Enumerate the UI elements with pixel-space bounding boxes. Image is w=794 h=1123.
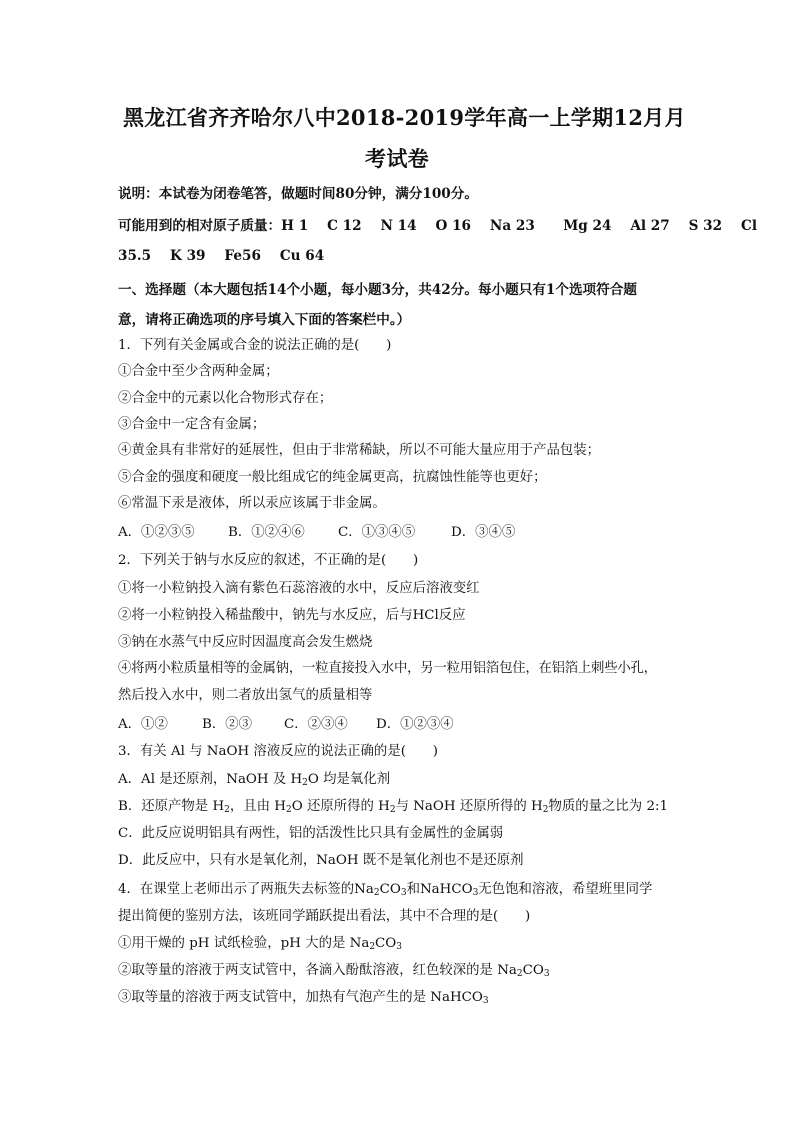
question-2-option-b: B．②③ bbox=[202, 717, 253, 732]
question-2-options bbox=[118, 715, 708, 735]
question-1-option-a: A．①②③⑤ bbox=[118, 525, 195, 540]
question-3-stem: 3．有关 Al 与 NaOH 溶液反应的说法正确的是( ) bbox=[118, 744, 438, 759]
question-2-stem: 2．下列关于钠与水反应的叙述，不正确的是( ) bbox=[118, 553, 419, 568]
question-1-options bbox=[118, 523, 708, 543]
question-3-option-b: B．还原产物是 $H_2$，且由 $H_2O$ 还原所得的 $H_2$与 NaOH 还原所得的 $H_2$物质的量之比为 2:1 bbox=[118, 799, 668, 815]
question-2-option-d: D．①②③④ bbox=[376, 717, 454, 732]
question-1-option-c: C．①③④⑤ bbox=[338, 525, 416, 540]
question-1-stem: 1．下列有关金属或合金的说法正确的是( ) bbox=[118, 338, 392, 353]
section-heading-line-2: 意，请将正确选项的序号填入下面的答案栏中。） bbox=[118, 312, 411, 328]
question-2-item-3: ③钠在水蒸气中反应时因温度高会发生燃烧 bbox=[118, 635, 373, 650]
exam-instructions: 说明：本试卷为闭卷笔答，做题时间80分钟，满分100分。 bbox=[118, 186, 478, 202]
question-2-option-c: C．②③④ bbox=[284, 717, 348, 732]
question-2-item-4-cont: 然后投入水中，则二者放出氢气的质量相等 bbox=[118, 688, 373, 703]
question-1-item-5: ⑤合金的强度和硬度一般比组成它的纯金属更高，抗腐蚀性能等也更好； bbox=[118, 470, 547, 485]
question-3-option-a: A．Al 是还原剂，NaOH 及 $H_2O$ 均是氧化剂 bbox=[118, 772, 391, 788]
question-2-item-1: ①将一小粒钠投入滴有紫色石蕊溶液的水中，反应后溶液变红 bbox=[118, 581, 480, 596]
atomic-mass-line-2: 35.5 K 39 Fe56 Cu 64 bbox=[118, 248, 325, 264]
question-1-option-d: D．③④⑤ bbox=[451, 525, 516, 540]
question-4-stem-line-2: 提出简便的鉴别方法，该班同学踊跃提出看法，其中不合理的是( ) bbox=[118, 909, 531, 924]
question-1-item-4: ④黄金具有非常好的延展性，但由于非常稀缺，所以不可能大量应用于产品包装； bbox=[118, 443, 601, 458]
question-1-item-1: ①合金中至少含两种金属； bbox=[118, 364, 279, 379]
question-2-item-4: ④将两小粒质量相等的金属钠，一粒直接投入水中，另一粒用铝箔包住，在铝箔上刺些小孔， bbox=[118, 661, 657, 676]
question-4-item-3: ③取等量的溶液于两支试管中，加热有气泡产生的是 NaHCO$_3$ bbox=[118, 990, 489, 1006]
question-3-option-d: D．此反应中，只有水是氧化剂，NaOH 既不是氧化剂也不是还原剂 bbox=[118, 853, 524, 868]
section-heading-line-1: 一、选择题（本大题包括14个小题，每小题3分，共42分。每小题只有1个选项符合题 bbox=[118, 282, 637, 298]
question-1-item-6: ⑥常温下汞是液体，所以汞应该属于非金属。 bbox=[118, 496, 386, 511]
exam-title-line-2: 考试卷 bbox=[365, 146, 429, 171]
question-4-item-2: ②取等量的溶液于两支试管中，各滴入酚酞溶液，红色较深的是 $Na_2CO_3$ bbox=[118, 963, 550, 979]
exam-title-line-1: 黑龙江省齐齐哈尔八中2018-2019学年高一上学期12月月 bbox=[123, 105, 686, 130]
atomic-mass-line-1: 可能用到的相对原子质量：H 1 C 12 N 14 O 16 Na 23 Mg 24 Al 27 S 32 Cl bbox=[118, 218, 757, 234]
question-1-item-2: ②合金中的元素以化合物形式存在； bbox=[118, 391, 333, 406]
question-1-option-b: B．①②④⑥ bbox=[228, 525, 305, 540]
question-1-item-3: ③合金中一定含有金属； bbox=[118, 417, 266, 432]
question-2-option-a: A．①② bbox=[118, 717, 168, 732]
question-4-item-1: ①用干燥的 pH 试纸检验，pH 大的是 $Na_2CO_3$ bbox=[118, 936, 403, 952]
question-2-item-2: ②将一小粒钠投入稀盐酸中，钠先与水反应，后与HCl反应 bbox=[118, 608, 466, 623]
question-4-stem-line-1: 4．在课堂上老师出示了两瓶失去标签的$Na_2CO_3$和NaHCO$_3$无色饱和溶液，希望班里同学 bbox=[118, 882, 653, 898]
question-3-option-c: C．此反应说明铝具有两性，铝的活泼性比只具有金属性的金属弱 bbox=[118, 826, 504, 841]
